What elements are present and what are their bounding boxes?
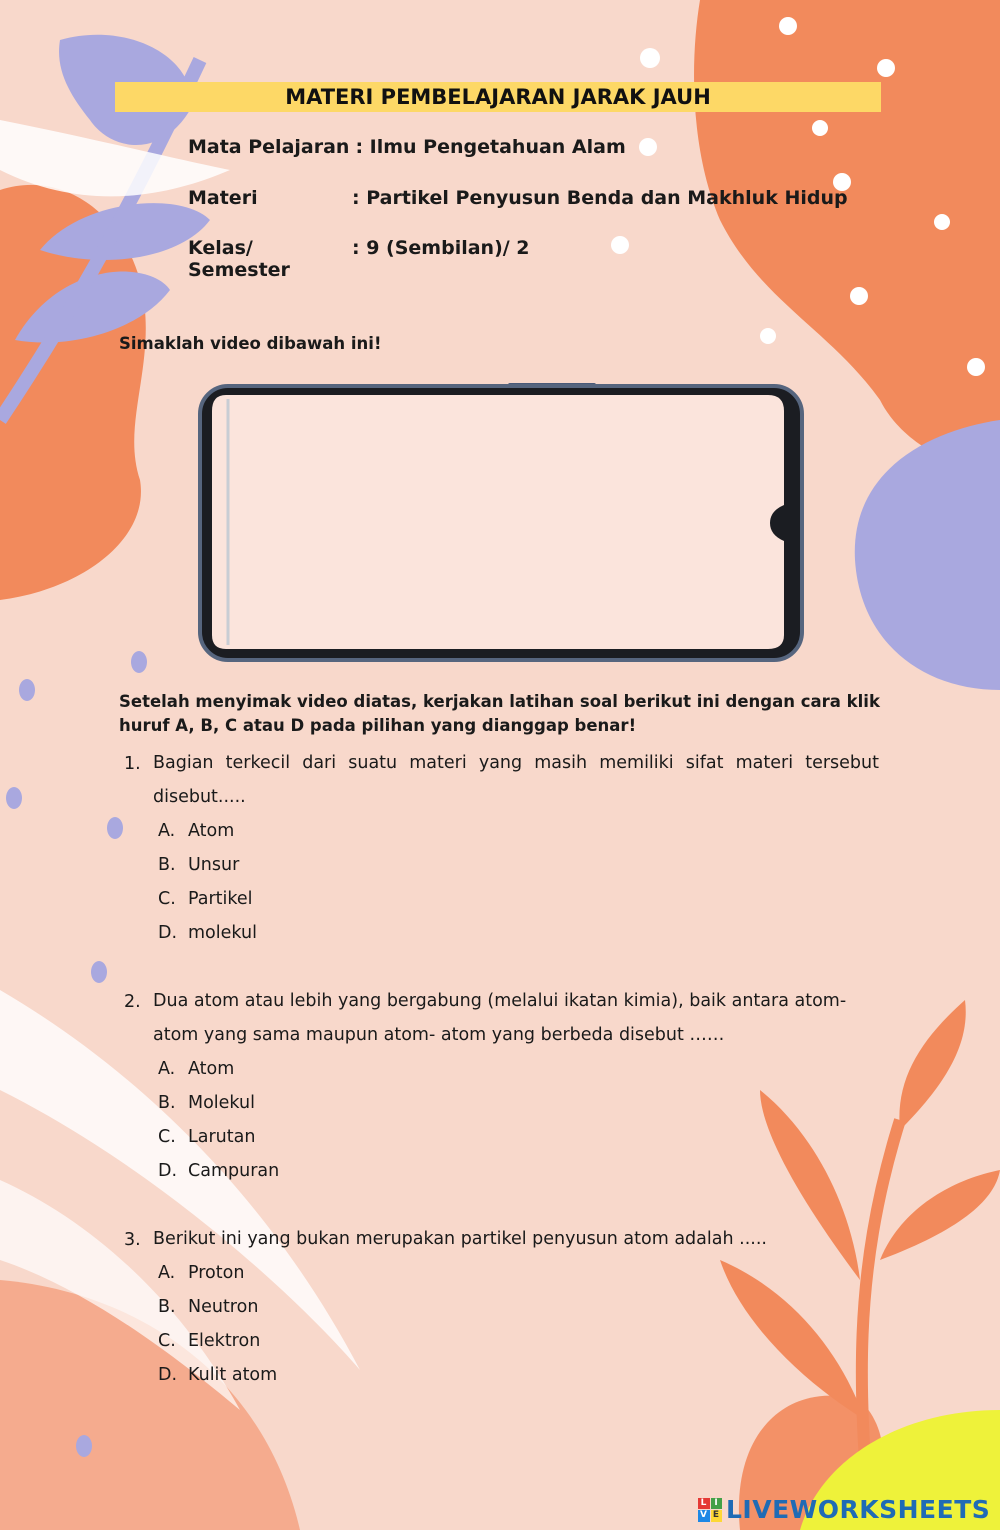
class-row <box>188 237 530 281</box>
white-dot <box>812 120 828 136</box>
option-text: Campuran <box>188 1161 280 1181</box>
phone-frame-icon <box>198 383 804 663</box>
question-3-option-a[interactable] <box>158 1263 244 1283</box>
title-bar <box>115 82 881 112</box>
white-dot <box>611 236 629 254</box>
instructions-line-2: huruf A, B, C atau D pada pilihan yang dianggap benar! <box>119 716 637 735</box>
white-dot <box>877 59 895 77</box>
question-2-line-1: Dua atom atau lebih yang bergabung (melalui ikatan kimia), baik antara atom- <box>153 991 847 1011</box>
option-text: Larutan <box>188 1127 256 1147</box>
question-2-option-d[interactable] <box>158 1161 279 1181</box>
option-letter: B. <box>158 1297 176 1317</box>
class-label: Kelas/ Semester <box>188 237 290 281</box>
question-3-option-d[interactable] <box>158 1365 277 1385</box>
instructions-line-1: Setelah menyimak video diatas, kerjakan latihan soal berikut ini dengan cara klik <box>119 692 880 711</box>
option-text: Unsur <box>188 855 240 875</box>
question-2-option-c[interactable] <box>158 1127 255 1147</box>
option-text: molekul <box>188 923 257 943</box>
question-3-number: 3. <box>124 1230 141 1250</box>
orange-leaf-4 <box>720 1260 865 1420</box>
question-2-line-2: atom yang sama maupun atom- atom yang berbeda disebut …… <box>153 1025 725 1045</box>
lavender-dot <box>6 787 22 809</box>
white-dot <box>640 48 660 68</box>
question-2-number: 2. <box>124 992 141 1012</box>
logo-mark-letter: E <box>711 1510 723 1522</box>
orange-leaf-1 <box>899 1000 965 1130</box>
option-letter: C. <box>158 1331 176 1351</box>
subject-label: Mata Pelajaran <box>188 136 350 158</box>
option-letter: B. <box>158 855 176 875</box>
option-text: Partikel <box>188 889 253 909</box>
logo-mark-letter: L <box>698 1498 710 1510</box>
logo-mark-letter: I <box>711 1498 723 1510</box>
liveworksheets-mark-icon <box>698 1498 722 1522</box>
topic-row <box>188 187 848 209</box>
white-dot <box>850 287 868 305</box>
option-letter: D. <box>158 1161 178 1181</box>
orange-leaf-3 <box>760 1090 860 1280</box>
option-text: Atom <box>188 1059 235 1079</box>
question-1-line-2: disebut..... <box>153 787 246 807</box>
lavender-dot <box>91 961 107 983</box>
option-letter: A. <box>158 1263 176 1283</box>
topic-value: : Partikel Penyusun Benda dan Makhluk Hidup <box>352 187 848 209</box>
logo-mark-letter: V <box>698 1510 710 1522</box>
option-letter: D. <box>158 1365 178 1385</box>
question-1-number: 1. <box>124 754 141 774</box>
lavender-blob-right <box>855 420 1000 690</box>
question-1-line-1: Bagian terkecil dari suatu materi yang masih memiliki sifat materi tersebut <box>153 753 879 773</box>
white-dot <box>760 328 776 344</box>
subject-row <box>188 136 626 158</box>
option-letter: C. <box>158 1127 176 1147</box>
question-3-option-b[interactable] <box>158 1297 258 1317</box>
class-value: : 9 (Sembilan)/ 2 <box>352 237 530 259</box>
lavender-dot <box>19 679 35 701</box>
option-text: Elektron <box>188 1331 261 1351</box>
question-3-option-c[interactable] <box>158 1331 260 1351</box>
question-1-option-b[interactable] <box>158 855 239 875</box>
page-title: MATERI PEMBELAJARAN JARAK JAUH <box>285 85 711 109</box>
white-dot <box>967 358 985 376</box>
question-3-line-1: Berikut ini yang bukan merupakan partikel penyusun atom adalah ..... <box>153 1229 767 1249</box>
topic-label: Materi <box>188 187 258 209</box>
white-dot <box>639 138 657 156</box>
option-letter: A. <box>158 1059 176 1079</box>
white-dot <box>779 17 797 35</box>
question-1-option-c[interactable] <box>158 889 253 909</box>
option-text: Atom <box>188 821 235 841</box>
option-text: Molekul <box>188 1093 255 1113</box>
orange-leaf-2 <box>880 1170 1000 1260</box>
white-dot <box>934 214 950 230</box>
lavender-dot <box>131 651 147 673</box>
question-1-option-a[interactable] <box>158 821 234 841</box>
video-prompt: Simaklah video dibawah ini! <box>119 334 382 353</box>
question-2-option-b[interactable] <box>158 1093 255 1113</box>
option-letter: C. <box>158 889 176 909</box>
question-1-option-d[interactable] <box>158 923 257 943</box>
option-letter: B. <box>158 1093 176 1113</box>
option-text: Proton <box>188 1263 245 1283</box>
liveworksheets-logo[interactable] <box>698 1495 990 1524</box>
video-player[interactable] <box>198 383 804 663</box>
option-letter: A. <box>158 821 176 841</box>
option-letter: D. <box>158 923 178 943</box>
option-text: Kulit atom <box>188 1365 278 1385</box>
option-text: Neutron <box>188 1297 259 1317</box>
logo-text: LIVEWORKSHEETS <box>726 1495 991 1524</box>
lavender-dot <box>107 817 123 839</box>
subject-value: : Ilmu Pengetahuan Alam <box>355 136 626 158</box>
lavender-dot <box>76 1435 92 1457</box>
question-2-option-a[interactable] <box>158 1059 234 1079</box>
